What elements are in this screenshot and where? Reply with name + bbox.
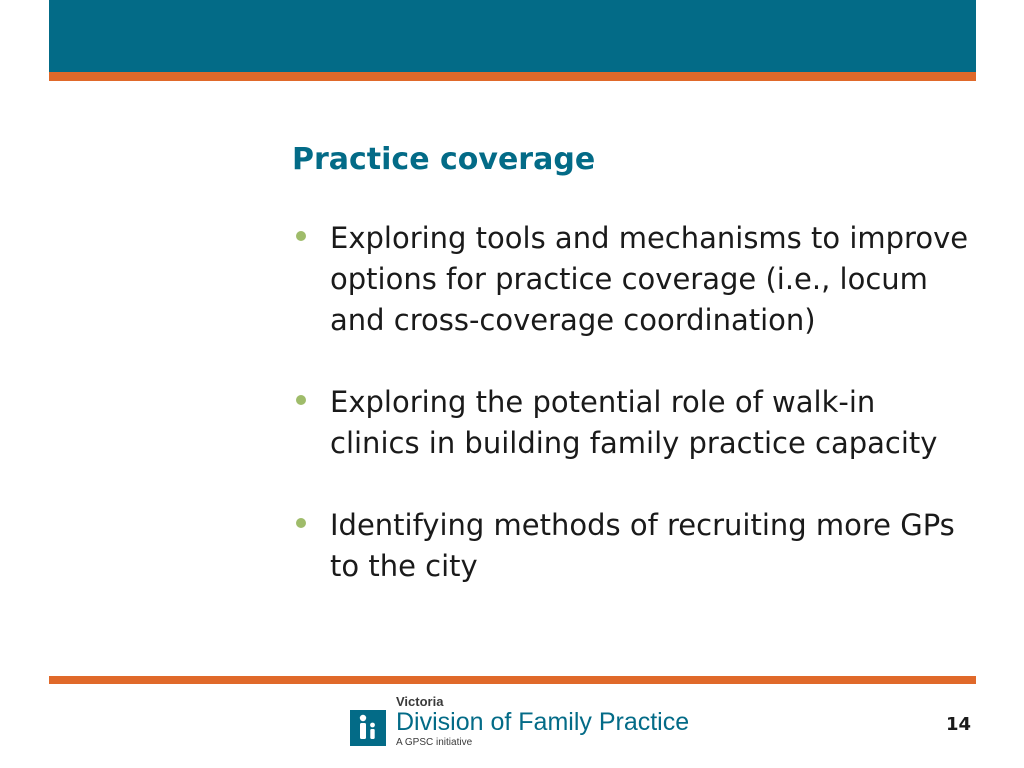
bullet-dot-icon	[296, 231, 306, 241]
bullet-text: Identifying methods of recruiting more GPs to the city	[330, 508, 955, 583]
logo-division-name: Division of Family Practice	[396, 708, 690, 736]
bullet-item	[292, 382, 972, 464]
bullet-item	[292, 218, 972, 341]
bullet-dot-icon	[296, 518, 306, 528]
footer-rule	[49, 676, 976, 684]
header-band	[49, 0, 976, 72]
bullet-list	[292, 218, 972, 587]
bullet-text: Exploring tools and mechanisms to improve options for practice coverage (i.e., locum and cross-coverage coordination)	[330, 221, 969, 337]
bullet-text: Exploring the potential role of walk-in clinics in building family practice capacity	[330, 385, 938, 460]
slide-title: Practice coverage	[292, 142, 596, 177]
logo-org-name: Victoria	[396, 694, 444, 709]
bullet-item	[292, 505, 972, 587]
bullet-dot-icon	[296, 395, 306, 405]
family-figure-icon	[350, 710, 386, 746]
logo-tagline: A GPSC initiative	[396, 737, 473, 748]
page-number: 14	[946, 714, 972, 735]
header-rule	[49, 72, 976, 81]
organization-logo	[350, 694, 690, 752]
